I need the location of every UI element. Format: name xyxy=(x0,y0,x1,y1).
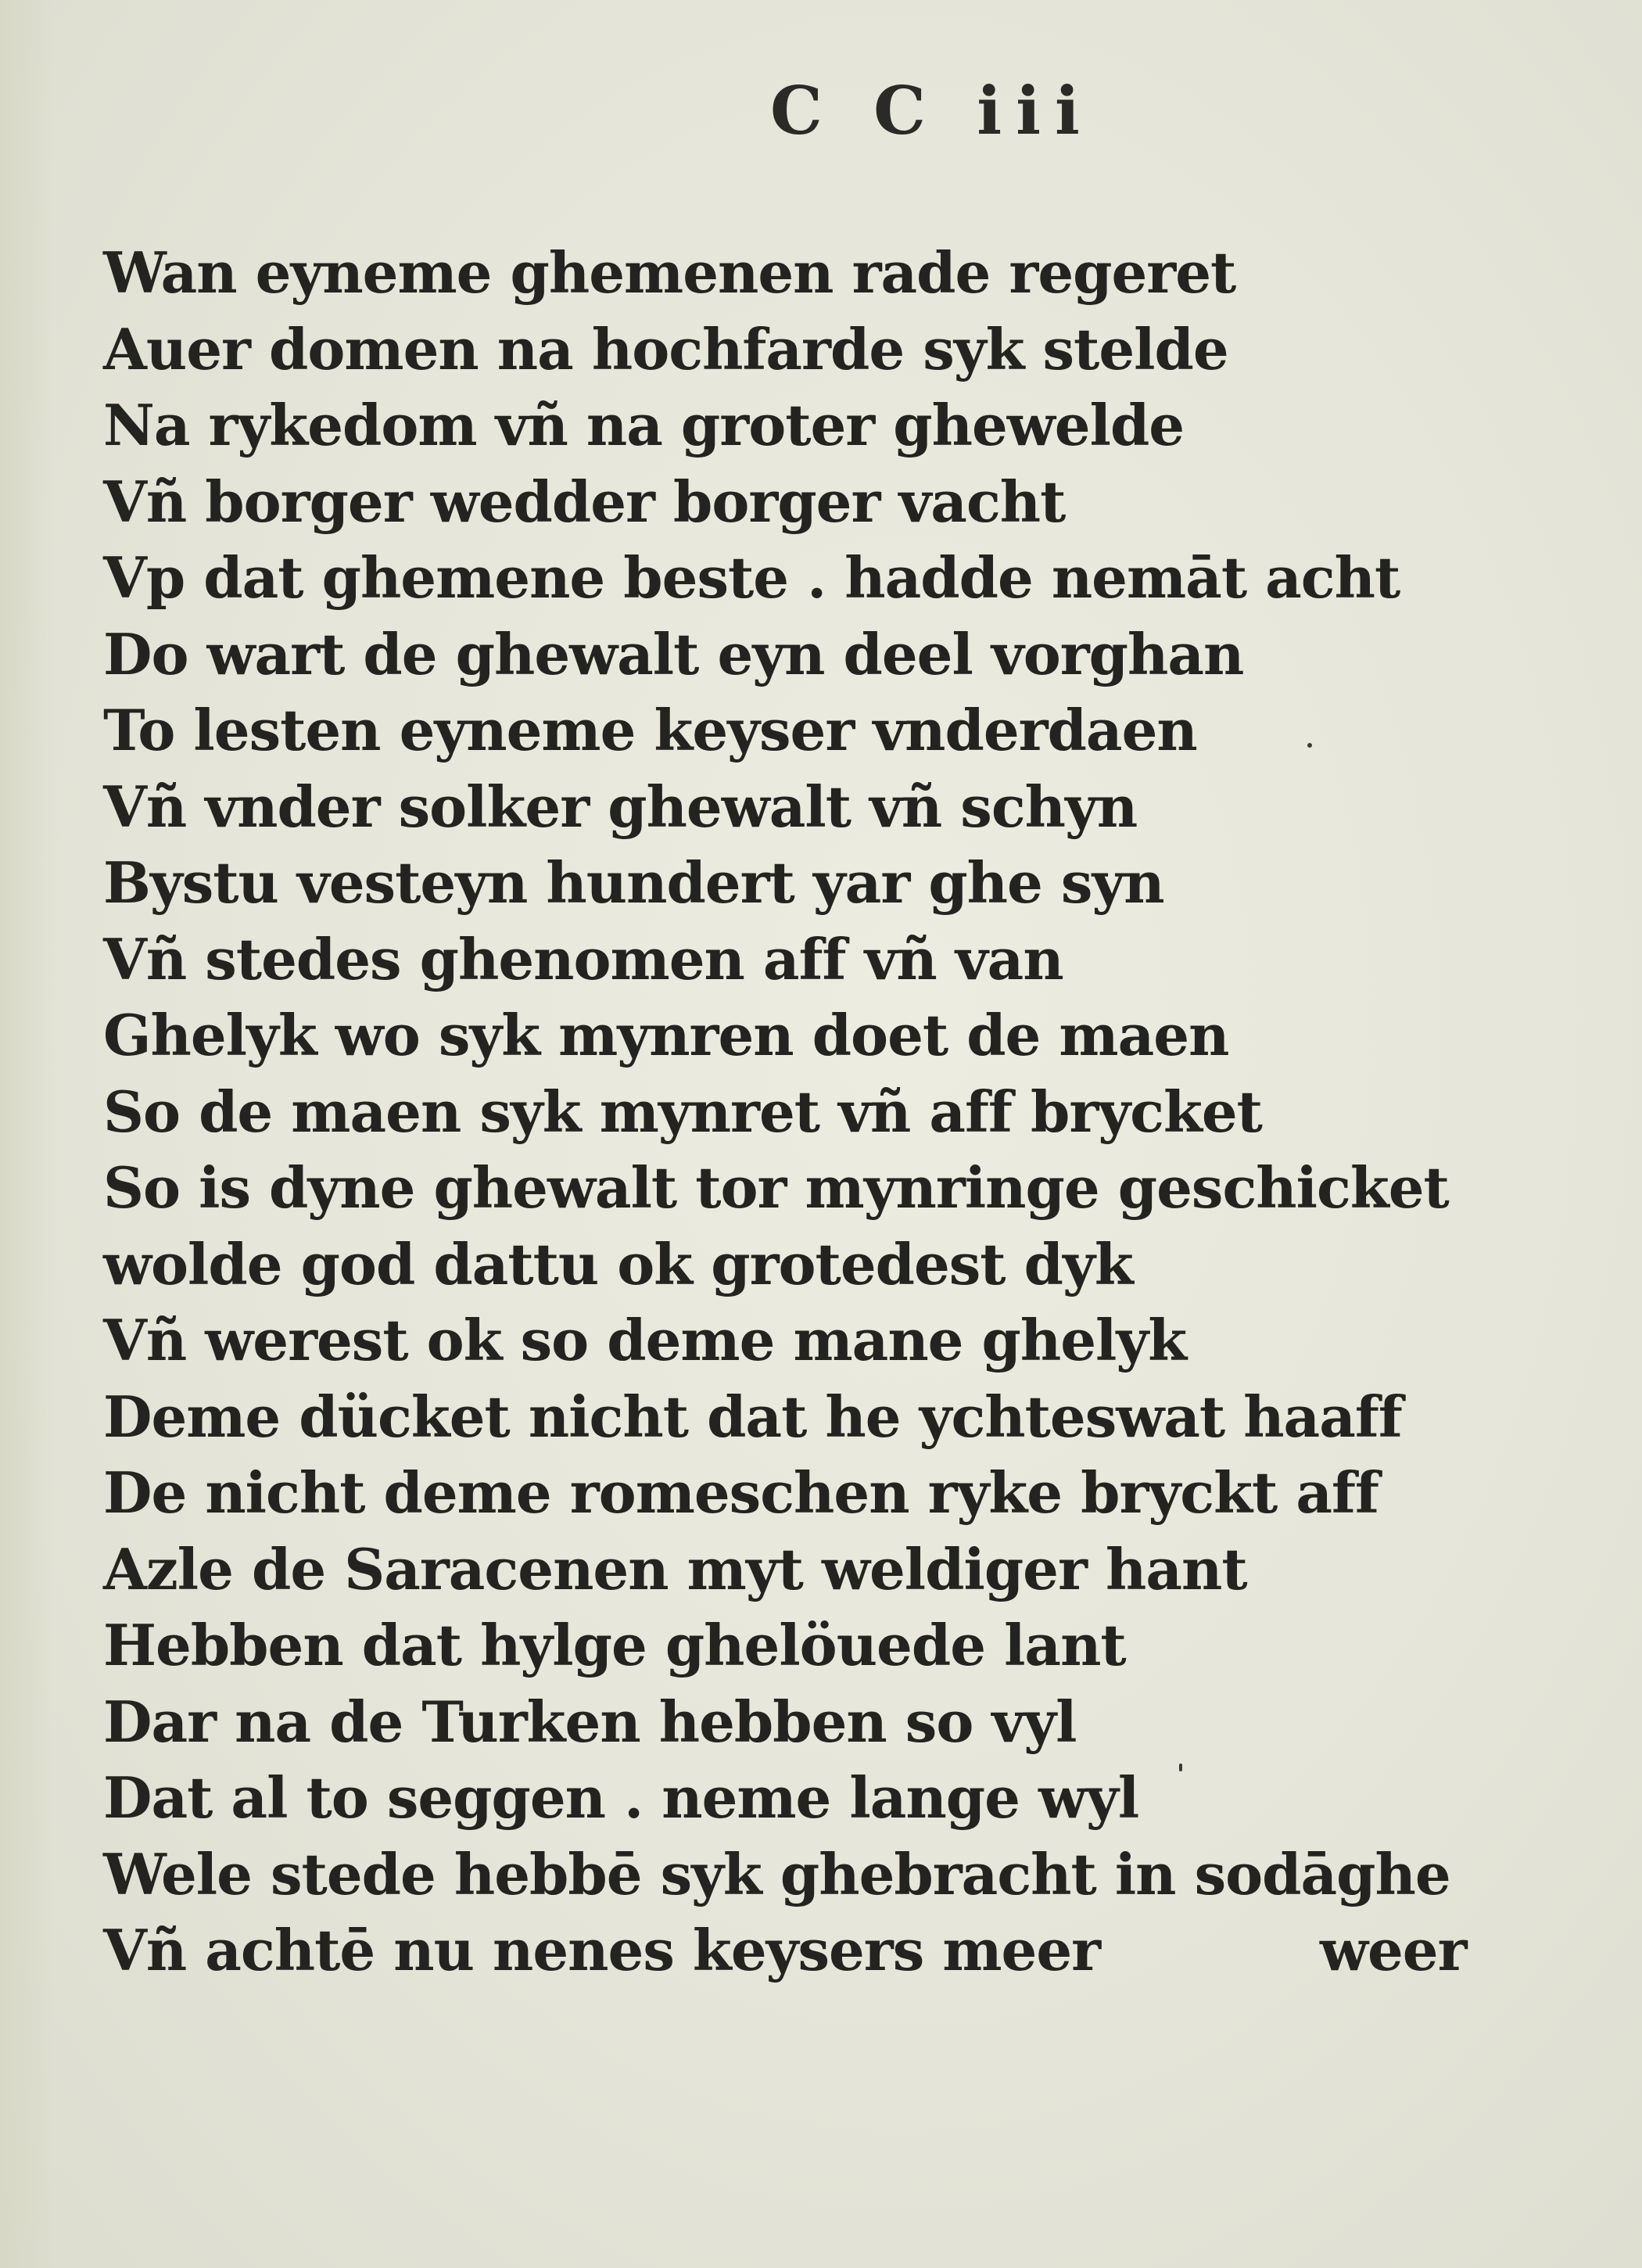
verse-line: To lesten eyneme keyser vnderdaen xyxy=(103,697,1197,763)
verse-line: Dat al to seggen . neme lange wyl xyxy=(103,1764,1139,1831)
verse-line: Vp dat ghemene beste . hadde nemāt acht xyxy=(103,544,1400,611)
verse-line: Vñ vnder solker ghewalt vñ schyn xyxy=(103,773,1138,840)
verse-line: Auer domen na hochfarde syk stelde xyxy=(103,315,1228,382)
verse-line: Azle de Saracenen myt weldiger hant xyxy=(103,1535,1247,1602)
verse-line: Do wart de ghewalt eyn deel vorghan xyxy=(103,620,1244,687)
verse-line: Vñ borger wedder borger vacht xyxy=(103,468,1066,535)
verse-line: So de maen syk mynret vñ aff brycket xyxy=(103,1078,1262,1145)
verse-line: So is dyne ghewalt tor mynringe geschicket xyxy=(103,1154,1449,1221)
verse-text-block xyxy=(103,235,1542,1989)
page-gutter-shadow xyxy=(0,0,55,2268)
catchword: weer xyxy=(1320,1917,1467,1983)
verse-line: Deme dücket nicht dat he ychteswat haaff xyxy=(103,1383,1402,1450)
verse-line: Hebben dat hylge ghelöuede lant xyxy=(103,1612,1126,1678)
ink-speck xyxy=(1179,1764,1182,1771)
verse-line: Na rykedom vñ na groter ghewelde xyxy=(103,392,1185,458)
verse-line: wolde god dattu ok grotedest dyk xyxy=(103,1230,1133,1297)
verse-line: De nicht deme romeschen ryke bryckt aff xyxy=(103,1459,1378,1526)
verse-line-last xyxy=(103,1912,1542,1989)
verse-line: Vñ werest ok so deme mane ghelyk xyxy=(103,1307,1187,1373)
verse-line: Vñ stedes ghenomen aff vñ van xyxy=(103,925,1063,992)
verse-line: Wele stede hebbē syk ghebracht in sodāghe xyxy=(103,1840,1450,1907)
verse-line: Dar na de Turken hebben so vyl xyxy=(103,1688,1077,1755)
verse-line-last-text: Vñ achtē nu nenes keysers meer xyxy=(103,1917,1101,1983)
verse-line: Bystu vesteyn hundert yar ghe syn xyxy=(103,849,1164,916)
verse-line: Ghelyk wo syk mynren doet de maen xyxy=(103,1002,1229,1068)
ink-speck xyxy=(1307,743,1312,748)
verse-line: Wan eyneme ghemenen rade regeret xyxy=(103,239,1236,306)
folio-signature: C C iii xyxy=(770,72,1094,149)
